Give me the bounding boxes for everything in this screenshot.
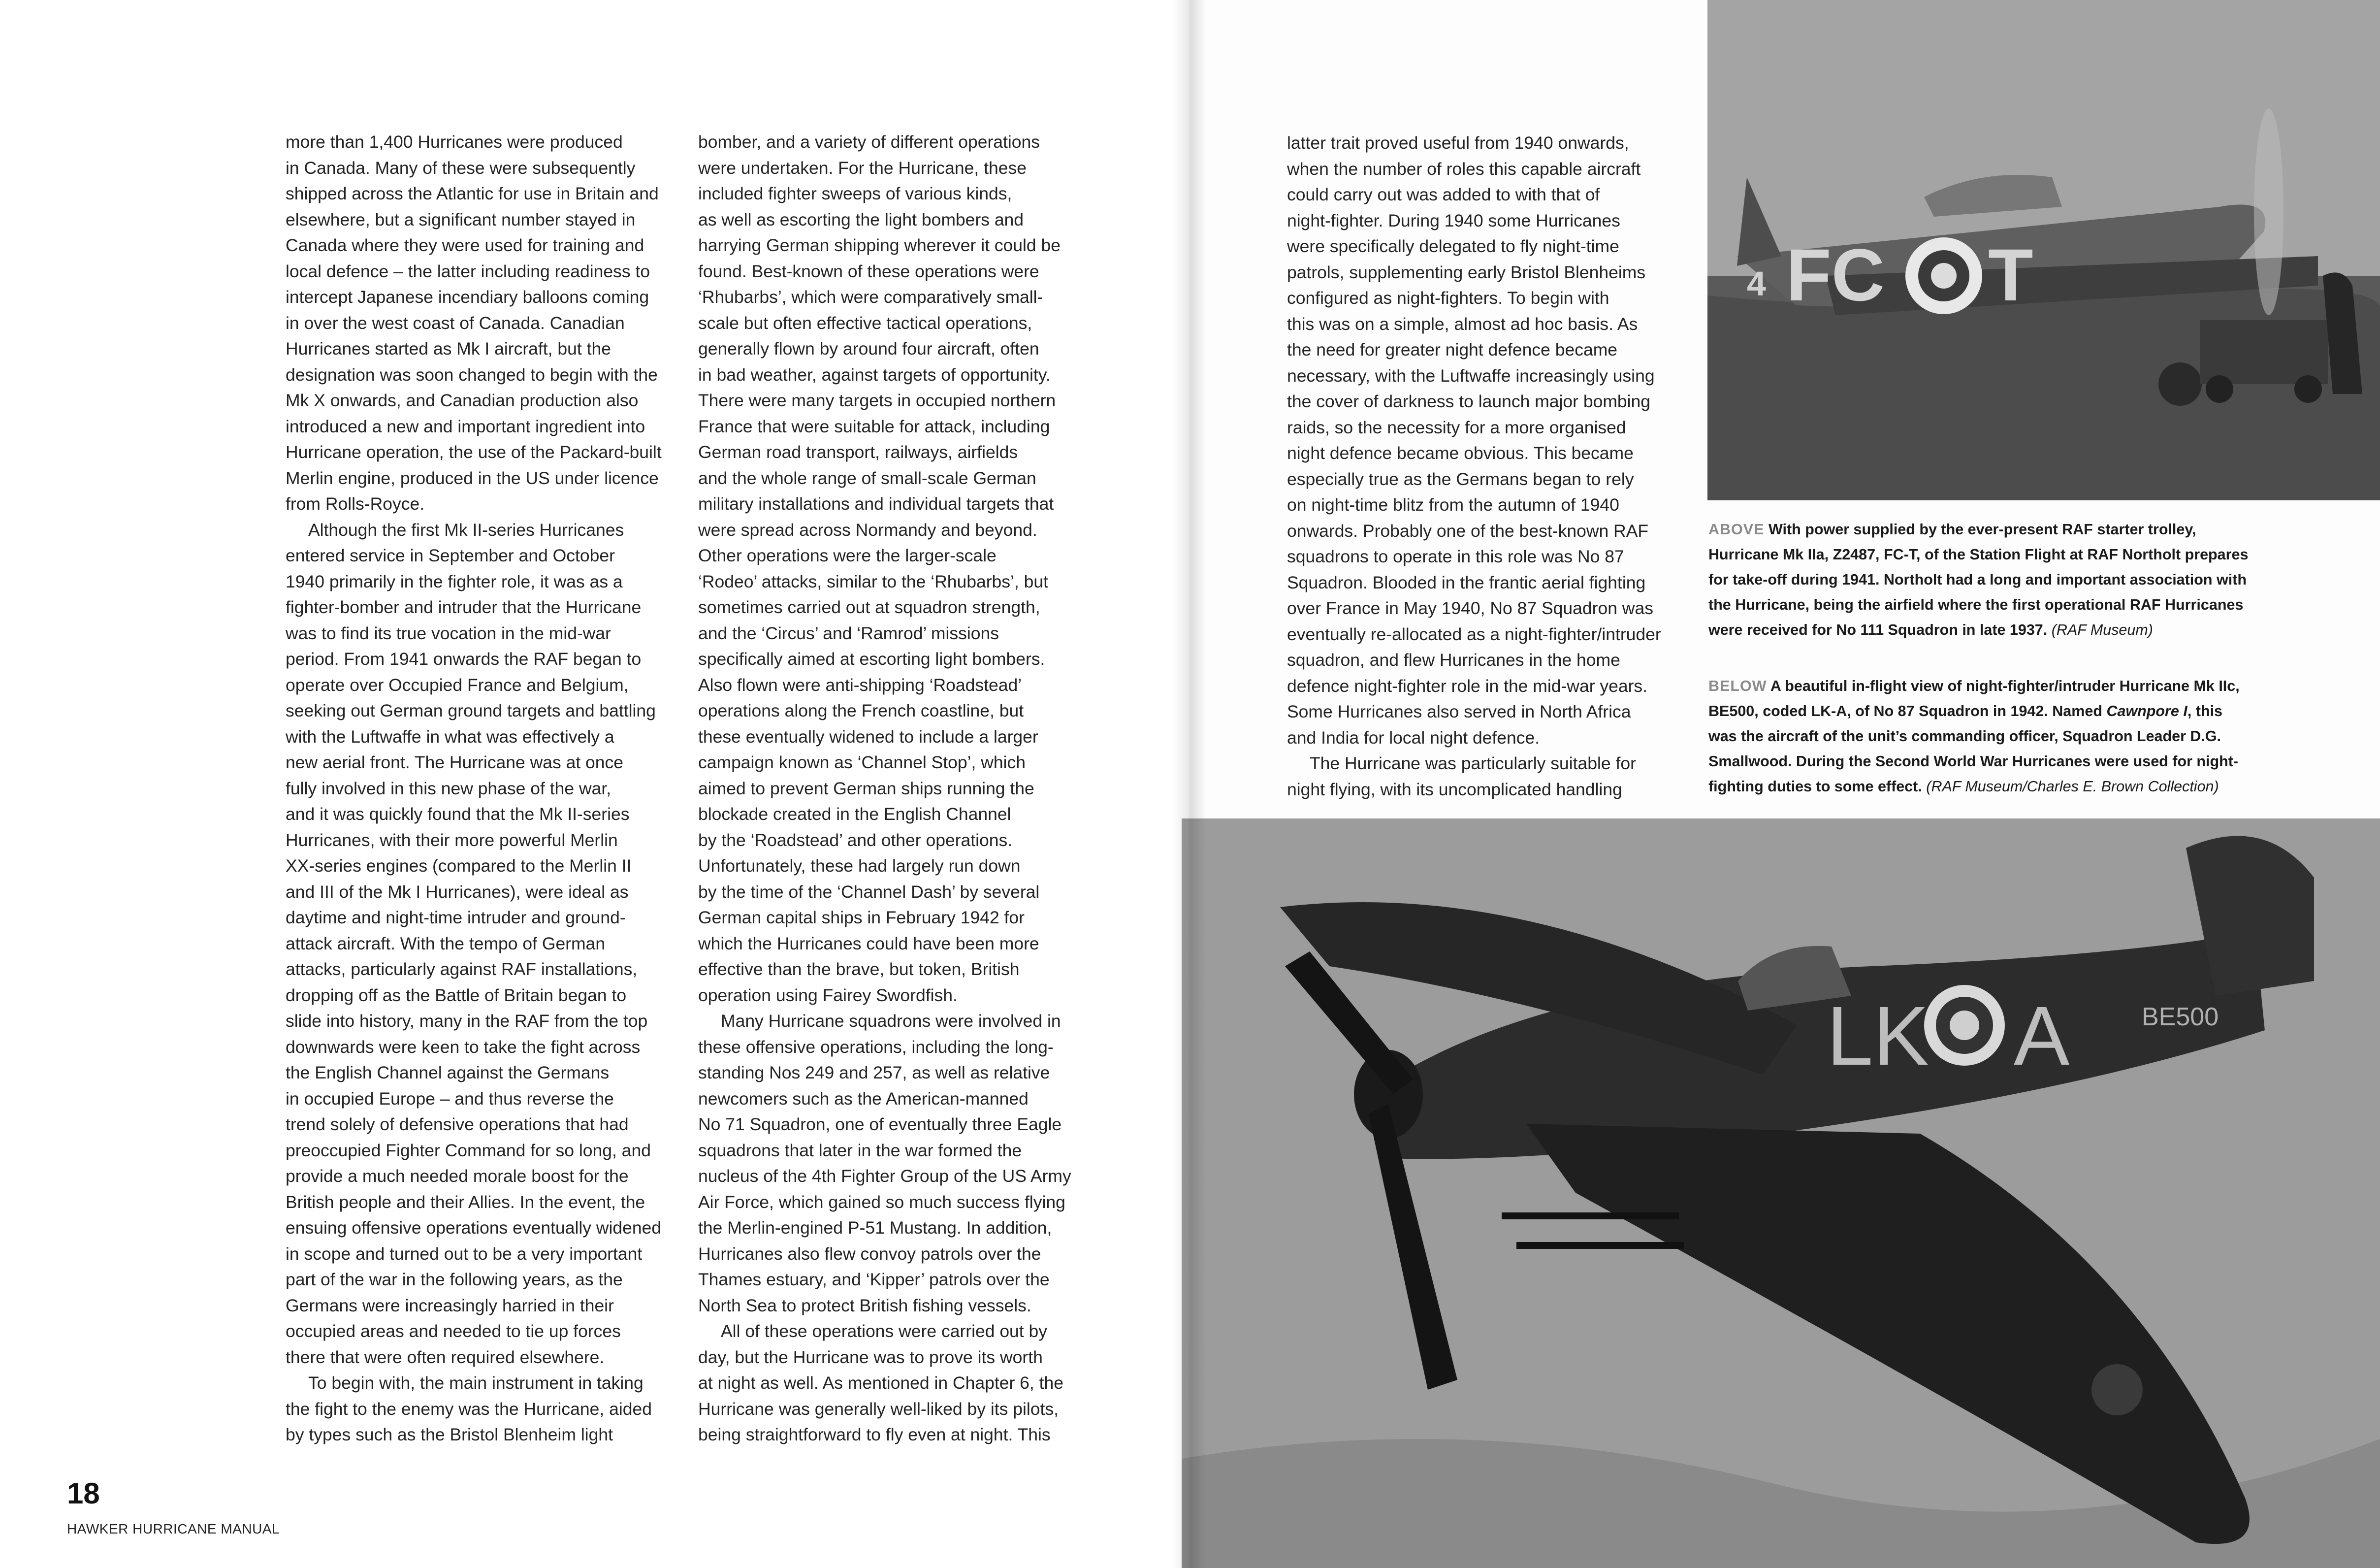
col3-line: The Hurricane was particularly suitable for bbox=[1310, 753, 1636, 773]
fuselage-code-right: A bbox=[2014, 989, 2070, 1083]
caption-above-line: the Hurricane, being the airfield where the first operational RAF Hurricanes bbox=[1708, 596, 2244, 613]
aircraft-name: Cawnpore I bbox=[2106, 703, 2187, 719]
col3-line: when the number of roles this capable aircraft bbox=[1287, 159, 1641, 179]
col2-line: ‘Rhubarbs’, which were comparatively small- bbox=[698, 287, 1043, 307]
col2-line: by the ‘Roadstead’ and other operations. bbox=[698, 830, 1013, 850]
col1-line: ensuing offensive operations eventually widened bbox=[286, 1218, 662, 1238]
col2-line: which the Hurricanes could have been more bbox=[698, 933, 1039, 953]
col1-line: Hurricanes, with their more powerful Merlin bbox=[286, 830, 618, 850]
col1-line: provide a much needed morale boost for the bbox=[286, 1166, 629, 1186]
col3-line: necessary, with the Luftwaffe increasingly using bbox=[1287, 365, 1655, 386]
col1-line: the English Channel against the Germans bbox=[286, 1063, 610, 1082]
col2-line: bomber, and a variety of different operations bbox=[698, 132, 1040, 152]
photo-below-illustration bbox=[1182, 818, 2380, 1568]
col2-line: Hurricanes also flew convoy patrols over the bbox=[698, 1243, 1041, 1264]
col1-line: designation was soon changed to begin with the bbox=[286, 364, 658, 385]
fuselage-code-letters: FC bbox=[1786, 233, 1885, 316]
col3-line: onwards. Probably one of the best-known RAF bbox=[1287, 521, 1649, 541]
roundel-center bbox=[1950, 1011, 1979, 1040]
col1-line: and III of the Mk I Hurricanes), were ideal as bbox=[286, 882, 629, 902]
col2-line: generally flown by around four aircraft, often bbox=[698, 339, 1039, 359]
col2-line: blockade created in the English Channel bbox=[698, 804, 1011, 824]
col1-line: was to find its true vocation in the mid-war bbox=[286, 623, 611, 643]
col2-line: harrying German shipping wherever it could be bbox=[698, 235, 1061, 255]
col3-line: Some Hurricanes also served in North Africa bbox=[1287, 702, 1631, 721]
col2-line: standing Nos 249 and 257, as well as relative bbox=[698, 1063, 1050, 1082]
running-footer-title: HAWKER HURRICANE MANUAL bbox=[67, 1521, 280, 1536]
col2-line: Thames estuary, and ‘Kipper’ patrols over the bbox=[698, 1270, 1050, 1289]
col3-line: could carry out was added to with that of bbox=[1287, 185, 1600, 204]
col3-line: the need for greater night defence became bbox=[1287, 340, 1618, 359]
col2-line: No 71 Squadron, one of eventually three Eagle bbox=[698, 1114, 1062, 1134]
col2-line: German road transport, railways, airfields bbox=[698, 442, 1018, 462]
col1-line: fighter-bomber and intruder that the Hurricane bbox=[286, 597, 642, 617]
photo-hurricane-in-flight bbox=[1182, 818, 2380, 1568]
col1-line: slide into history, many in the RAF from the top bbox=[286, 1011, 648, 1031]
col1-line: Mk X onwards, and Canadian production also bbox=[286, 391, 639, 410]
caption-below-line: was the aircraft of the unit’s commanding officer, Squadron Leader D.G. bbox=[1708, 728, 2221, 745]
caption-below-line bbox=[1708, 699, 2363, 724]
page-number: 18 bbox=[67, 1477, 100, 1510]
col3-line: especially true as the Germans began to rely bbox=[1287, 469, 1634, 489]
caption-below-line bbox=[1708, 774, 2363, 799]
col1-line: XX-series engines (compared to the Merlin II bbox=[286, 856, 632, 876]
col1-line: from Rolls-Royce. bbox=[286, 494, 425, 514]
caption-below-text: BE500, coded LK-A, of No 87 Squadron in 1942. Named bbox=[1708, 703, 2102, 719]
col1-line: seeking out German ground targets and battling bbox=[286, 701, 656, 720]
col1-line: occupied areas and needed to tie up forces bbox=[286, 1321, 621, 1341]
col2-line: in bad weather, against targets of opportunity. bbox=[698, 364, 1051, 385]
col3-line: the cover of darkness to launch major bombing bbox=[1287, 392, 1651, 411]
col3-line: latter trait proved useful from 1940 onwards, bbox=[1287, 133, 1629, 153]
col1-line: new aerial front. The Hurricane was at once bbox=[286, 752, 624, 772]
caption-below-text: , this bbox=[2187, 703, 2223, 719]
col3-line: eventually re-allocated as a night-fighter/intruder bbox=[1287, 624, 1661, 644]
col2-line: Unfortunately, these had largely run down bbox=[698, 856, 1021, 876]
col3-line: configured as night-fighters. To begin with bbox=[1287, 288, 1609, 308]
col3-line: defence night-fighter role in the mid-war years. bbox=[1287, 676, 1648, 696]
caption-below bbox=[1708, 674, 2363, 799]
photo-hurricane-on-ground bbox=[1707, 0, 2380, 500]
col3-line: and India for local night defence. bbox=[1287, 727, 1540, 748]
col2-line: at night as well. As mentioned in Chapter 6, the bbox=[698, 1373, 1063, 1393]
col2-line: Air Force, which gained so much success flying bbox=[698, 1192, 1065, 1212]
col3-line: raids, so the necessity for a more organised bbox=[1287, 417, 1626, 437]
col2-line: specifically aimed at escorting light bombers. bbox=[698, 649, 1045, 669]
text-column-1 bbox=[286, 129, 694, 1448]
col1-line: Canada where they were used for training and bbox=[286, 235, 644, 255]
col3-line: squadron, and flew Hurricanes in the home bbox=[1287, 650, 1620, 670]
col1-line: intercept Japanese incendiary balloons coming bbox=[286, 287, 649, 307]
caption-below-text: fighting duties to some effect. bbox=[1708, 778, 1922, 795]
col3-line: Squadron. Blooded in the frantic aerial fighting bbox=[1287, 572, 1646, 592]
left-page bbox=[0, 0, 1187, 1568]
col2-line: military installations and individual targets that bbox=[698, 494, 1054, 514]
caption-above bbox=[1708, 517, 2363, 643]
trolley-wheel bbox=[2206, 375, 2233, 403]
col1-line: elsewhere, but a significant number stayed in bbox=[286, 209, 636, 229]
col2-line: All of these operations were carried out by bbox=[721, 1321, 1048, 1341]
col1-line: downwards were keen to take the fight across bbox=[286, 1037, 641, 1057]
col1-line: in occupied Europe – and thus reverse the bbox=[286, 1088, 614, 1109]
col2-line: Many Hurricane squadrons were involved in bbox=[721, 1011, 1061, 1031]
col1-line: Hurricane operation, the use of the Packard-built bbox=[286, 442, 662, 462]
col2-line: aimed to prevent German ships running the bbox=[698, 778, 1034, 798]
col1-line: Hurricanes started as Mk I aircraft, but the bbox=[286, 339, 611, 359]
col2-line: were spread across Normandy and beyond. bbox=[698, 520, 1037, 540]
col1-line: by types such as the Bristol Blenheim light bbox=[286, 1425, 613, 1444]
cannon-barrel bbox=[1502, 1212, 1679, 1219]
text-column-3 bbox=[1287, 130, 1676, 802]
col2-line: and the whole range of small-scale German bbox=[698, 468, 1036, 488]
col3-line: patrols, supplementing early Bristol Blenheims bbox=[1287, 262, 1646, 282]
col1-line: dropping off as the Battle of Britain began to bbox=[286, 985, 627, 1005]
col1-line: and it was quickly found that the Mk II-series bbox=[286, 804, 630, 824]
col2-line: German capital ships in February 1942 for bbox=[698, 908, 1025, 927]
caption-above-line bbox=[1708, 517, 2363, 542]
col2-line: North Sea to protect British fishing vessels. bbox=[698, 1295, 1031, 1315]
col2-line: being straightforward to fly even at night. This bbox=[698, 1425, 1051, 1444]
text-column-2 bbox=[698, 129, 1107, 1448]
col1-line: with the Luftwaffe in what was effectively a bbox=[286, 726, 614, 747]
col1-line: preoccupied Fighter Command for so long, and bbox=[286, 1140, 651, 1160]
col3-line: night defence became obvious. This became bbox=[1287, 443, 1634, 463]
caption-above-lead: ABOVE bbox=[1708, 521, 1765, 538]
col2-line: nucleus of the 4th Fighter Group of the US Army bbox=[698, 1166, 1071, 1186]
col1-line: the fight to the enemy was the Hurricane, aided bbox=[286, 1399, 652, 1419]
col3-line: on night-time blitz from the autumn of 1940 bbox=[1287, 495, 1619, 515]
col3-line: were specifically delegated to fly night-time bbox=[1287, 236, 1619, 256]
col1-line: 1940 primarily in the fighter role, it was as a bbox=[286, 571, 623, 591]
col1-line: trend solely of defensive operations that had bbox=[286, 1114, 629, 1134]
col1-line: Although the first Mk II-series Hurricanes bbox=[308, 520, 624, 540]
fuselage-code-letter: T bbox=[1988, 233, 2033, 316]
photo-above-illustration bbox=[1707, 0, 2380, 500]
col2-line: and the ‘Circus’ and ‘Ramrod’ missions bbox=[698, 623, 999, 643]
col2-line: by the time of the ‘Channel Dash’ by several bbox=[698, 882, 1040, 902]
col1-line: in over the west coast of Canada. Canadian bbox=[286, 313, 625, 333]
col1-line: there that were often required elsewhere. bbox=[286, 1347, 605, 1367]
col3-line: night flying, with its uncomplicated handling bbox=[1287, 779, 1622, 799]
col2-line: ‘Rodeo’ attacks, similar to the ‘Rhubarbs’, but bbox=[698, 571, 1048, 591]
col2-line: scale but often effective tactical operations, bbox=[698, 313, 1032, 333]
col1-line: operate over Occupied France and Belgium, bbox=[286, 675, 629, 695]
col2-line: campaign known as ‘Channel Stop’, which bbox=[698, 752, 1026, 772]
col2-line: newcomers such as the American-manned bbox=[698, 1088, 1029, 1109]
col2-line: Other operations were the larger-scale bbox=[698, 546, 997, 565]
main-wheel bbox=[2158, 362, 2202, 406]
caption-below-line: Smallwood. During the Second World War Hurricanes were used for night- bbox=[1708, 753, 2239, 770]
col1-line: in scope and turned out to be a very important bbox=[286, 1243, 643, 1264]
caption-above-text: With power supplied by the ever-present RAF starter trolley, bbox=[1768, 521, 2196, 538]
col3-line: over France in May 1940, No 87 Squadron was bbox=[1287, 598, 1653, 618]
caption-above-text: were received for No 111 Squadron in late 1937. bbox=[1708, 621, 2048, 638]
caption-above-line: Hurricane Mk IIa, Z2487, FC-T, of the Station Flight at RAF Northolt prepares bbox=[1708, 546, 2249, 563]
col1-line: attack aircraft. With the tempo of German bbox=[286, 933, 606, 953]
trolley-wheel bbox=[2294, 375, 2322, 403]
caption-above-line bbox=[1708, 618, 2363, 643]
col1-line: British people and their Allies. In the event, the bbox=[286, 1192, 645, 1212]
col2-line: France that were suitable for attack, including bbox=[698, 416, 1050, 436]
col1-line: more than 1,400 Hurricanes were produced bbox=[286, 132, 623, 152]
fuselage-code-left: LK bbox=[1827, 989, 1929, 1083]
caption-below-line bbox=[1708, 674, 2363, 699]
col2-line: the Merlin-engined P-51 Mustang. In addition, bbox=[698, 1218, 1052, 1238]
col2-line: There were many targets in occupied northern bbox=[698, 391, 1056, 410]
col2-line: were undertaken. For the Hurricane, these bbox=[698, 158, 1027, 178]
col1-line: Germans were increasingly harried in their bbox=[286, 1295, 614, 1315]
col1-line: entered service in September and October bbox=[286, 546, 615, 565]
book-spine-shadow bbox=[1172, 0, 1206, 1568]
col2-line: as well as escorting the light bombers and bbox=[698, 209, 1024, 229]
caption-above-line: for take-off during 1941. Northolt had a long and important association with bbox=[1708, 571, 2247, 588]
col1-line: period. From 1941 onwards the RAF began to bbox=[286, 649, 642, 669]
starter-trolley bbox=[2200, 320, 2328, 384]
col3-line: this was on a simple, almost ad hoc basis. As bbox=[1287, 314, 1638, 334]
col1-line: attacks, particularly against RAF installations, bbox=[286, 959, 638, 979]
col2-line: effective than the brave, but token, British bbox=[698, 959, 1020, 979]
col2-line: these offensive operations, including the long- bbox=[698, 1037, 1054, 1057]
col1-line: fully involved in this new phase of the war, bbox=[286, 778, 611, 798]
photo-credit: (RAF Museum) bbox=[2051, 621, 2153, 638]
col1-line: local defence – the latter including readiness to bbox=[286, 261, 650, 281]
col2-line: operations along the French coastline, but bbox=[698, 701, 1024, 720]
col2-line: Hurricane was generally well-liked by its pilots, bbox=[698, 1399, 1059, 1419]
col2-line: found. Best-known of these operations were bbox=[698, 261, 1039, 281]
col2-line: day, but the Hurricane was to prove its worth bbox=[698, 1347, 1043, 1367]
col2-line: operation using Fairey Swordfish. bbox=[698, 985, 958, 1005]
caption-below-lead: BELOW bbox=[1708, 678, 1767, 694]
caption-below-text: A beautiful in-flight view of night-fighter/intruder Hurricane Mk IIc, bbox=[1770, 678, 2240, 694]
col2-line: Also flown were anti-shipping ‘Roadstead’ bbox=[698, 675, 1022, 695]
roundel-center bbox=[1931, 263, 1957, 289]
wing-roundel bbox=[2091, 1364, 2143, 1415]
col1-line: shipped across the Atlantic for use in Britain and bbox=[286, 184, 659, 203]
col1-line: daytime and night-time intruder and ground- bbox=[286, 908, 626, 927]
col2-line: squadrons that later in the war formed the bbox=[698, 1140, 1022, 1160]
serial-number: BE500 bbox=[2142, 1003, 2219, 1031]
col1-line: To begin with, the main instrument in taking bbox=[308, 1373, 643, 1393]
col1-line: part of the war in the following years, as the bbox=[286, 1270, 623, 1289]
photo-credit: (RAF Museum/Charles E. Brown Collection) bbox=[1926, 778, 2219, 795]
col1-line: Merlin engine, produced in the US under licence bbox=[286, 468, 659, 488]
col3-line: squadrons to operate in this role was No 87 bbox=[1287, 547, 1624, 566]
col3-line: night-fighter. During 1940 some Hurricanes bbox=[1287, 210, 1620, 230]
fuselage-code-prefix: 4 bbox=[1747, 264, 1766, 303]
col2-line: sometimes carried out at squadron strength, bbox=[698, 597, 1040, 617]
propeller-blur bbox=[2254, 108, 2284, 315]
col2-line: included fighter sweeps of various kinds, bbox=[698, 184, 1012, 203]
cannon-barrel bbox=[1516, 1242, 1684, 1249]
col2-line: these eventually widened to include a larger bbox=[698, 726, 1038, 747]
col1-line: in Canada. Many of these were subsequently bbox=[286, 158, 636, 178]
col1-line: introduced a new and important ingredient into bbox=[286, 416, 645, 436]
